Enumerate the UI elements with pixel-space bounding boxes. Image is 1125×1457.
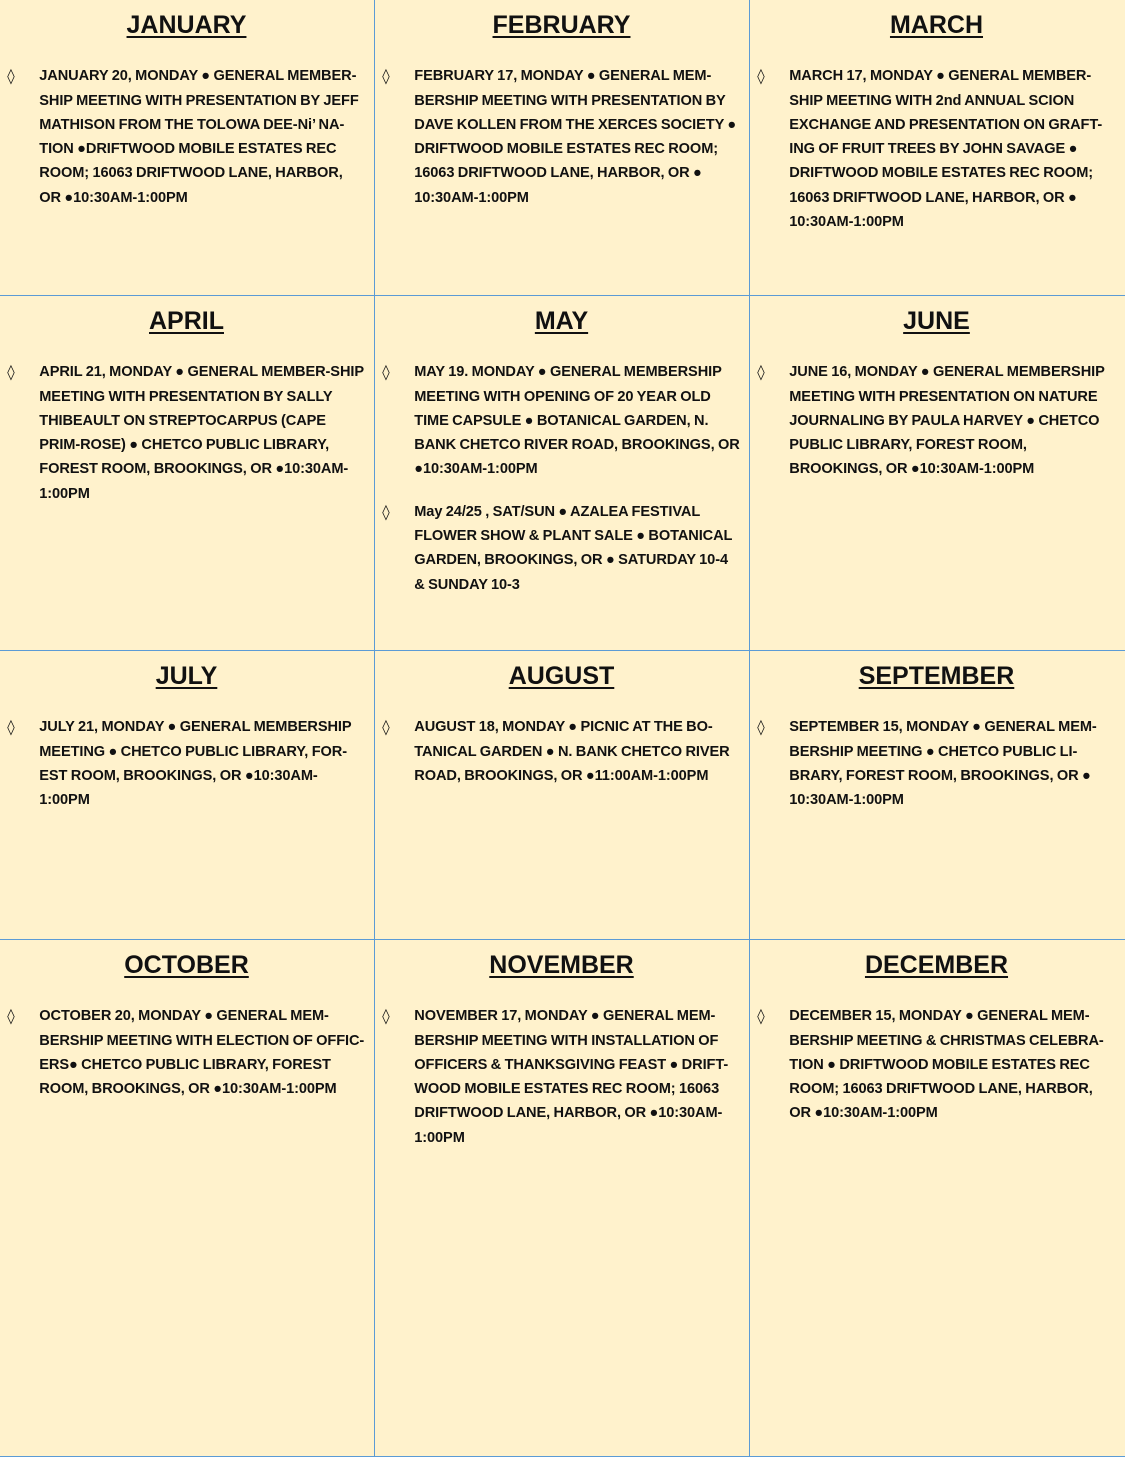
event-text: SEPTEMBER 15, MONDAY ● GENERAL MEM-BERSHIP MEETING ● CHETCO PUBLIC LI-BRARY, FOREST ROOM, BROOKINGS, OR ● 10:30AM-1:00PM — [789, 719, 1097, 809]
event-text: MAY 19. MONDAY ● GENERAL MEMBERSHIP MEETING WITH OPENING OF 20 YEAR OLD TIME CAPSULE ● BOTANICAL GARDEN, N. BANK CHETCO RIVER ROAD, BROOKINGS, OR ●10:30AM-1:00PM — [414, 364, 740, 478]
diamond-bullet-icon: ◊ — [382, 67, 390, 86]
diamond-bullet-icon: ◊ — [382, 363, 390, 382]
month-title: AUGUST — [508, 662, 615, 691]
event-item — [381, 715, 742, 788]
month-title: SEPTEMBER — [858, 662, 1015, 691]
month-cell-november — [374, 939, 751, 1457]
month-cell-september — [749, 650, 1125, 941]
month-title: DECEMBER — [864, 951, 1009, 980]
diamond-bullet-icon: ◊ — [757, 363, 765, 382]
event-item — [756, 64, 1117, 234]
diamond-bullet-icon: ◊ — [7, 1007, 15, 1026]
event-text: JUNE 16, MONDAY ● GENERAL MEMBERSHIP MEETING WITH PRESENTATION ON NATURE JOURNALING BY PAULA HARVEY ● CHETCO PUBLIC LIBRARY, FOREST ROOM, BROOKINGS, OR ●10:30AM-1:00PM — [789, 364, 1105, 478]
month-title: FEBRUARY — [492, 11, 631, 40]
event-item — [381, 360, 742, 481]
event-text: OCTOBER 20, MONDAY ● GENERAL MEM-BERSHIP MEETING WITH ELECTION OF OFFIC-ERS● CHETCO PUBLIC LIBRARY, FOREST ROOM, BROOKINGS, OR ●10:30AM-1:00PM — [39, 1008, 365, 1098]
diamond-bullet-icon: ◊ — [757, 67, 765, 86]
diamond-bullet-icon: ◊ — [757, 1007, 765, 1026]
month-title: MAY — [534, 307, 589, 336]
month-cell-may — [374, 295, 751, 652]
diamond-bullet-icon: ◊ — [382, 502, 390, 521]
diamond-bullet-icon: ◊ — [382, 718, 390, 737]
event-text: NOVEMBER 17, MONDAY ● GENERAL MEM-BERSHIP MEETING WITH INSTALLATION OF OFFICERS & THANKSGIVING FEAST ● DRIFT-WOOD MOBILE ESTATES REC ROOM; 16063 DRIFTWOOD LANE, HARBOR, OR ●10:30AM-1:00PM — [414, 1008, 729, 1146]
month-cell-february — [374, 0, 751, 297]
event-text: DECEMBER 15, MONDAY ● GENERAL MEM-BERSHIP MEETING & CHRISTMAS CELEBRA-TION ● DRIFTWOOD MOBILE ESTATES REC ROOM; 16063 DRIFTWOOD LANE, HARBOR, OR ●10:30AM-1:00PM — [789, 1008, 1104, 1122]
month-cell-january — [0, 0, 376, 297]
event-item — [6, 360, 367, 506]
diamond-bullet-icon: ◊ — [7, 718, 15, 737]
month-title: JANUARY — [126, 11, 247, 40]
event-text: JULY 21, MONDAY ● GENERAL MEMBERSHIP MEETING ● CHETCO PUBLIC LIBRARY, FOR-EST ROOM, BROOKINGS, OR ●10:30AM-1:00PM — [39, 719, 352, 809]
month-title: JUNE — [903, 307, 970, 336]
event-item — [381, 500, 742, 597]
month-cell-april — [0, 295, 376, 652]
month-cell-july — [0, 650, 376, 941]
diamond-bullet-icon: ◊ — [7, 67, 15, 86]
month-cell-december — [749, 939, 1125, 1457]
event-item — [756, 1004, 1117, 1125]
month-cell-october — [0, 939, 376, 1457]
event-text: JANUARY 20, MONDAY ● GENERAL MEMBER-SHIP MEETING WITH PRESENTATION BY JEFF MATHISON FROM THE TOLOWA DEE-Ni’ NA-TION ●DRIFTWOOD MOBILE ESTATES REC ROOM; 16063 DRIFTWOOD LANE, HARBOR, OR ●10:30AM-1:00PM — [39, 68, 359, 206]
diamond-bullet-icon: ◊ — [7, 363, 15, 382]
month-title: APRIL — [149, 307, 224, 336]
event-item — [381, 1004, 742, 1150]
event-item — [6, 1004, 367, 1101]
event-text: May 24/25 , SAT/SUN ● AZALEA FESTIVAL FLOWER SHOW & PLANT SALE ● BOTANICAL GARDEN, BROOKINGS, OR ● SATURDAY 10-4 & SUNDAY 10-3 — [414, 503, 733, 593]
event-item — [381, 64, 742, 210]
month-title: MARCH — [889, 11, 984, 40]
event-text: MARCH 17, MONDAY ● GENERAL MEMBER-SHIP MEETING WITH 2nd ANNUAL SCION EXCHANGE AND PRESENTATION ON GRAFT-ING OF FRUIT TREES BY JOHN SAVAGE ● DRIFTWOOD MOBILE ESTATES REC ROOM; 16063 DRIFTWOOD LANE, HARBOR, OR ● 10:30AM-1:00PM — [789, 68, 1103, 231]
diamond-bullet-icon: ◊ — [382, 1007, 390, 1026]
event-text: AUGUST 18, MONDAY ● PICNIC AT THE BO-TANICAL GARDEN ● N. BANK CHETCO RIVER ROAD, BROOKINGS, OR ●11:00AM-1:00PM — [414, 719, 730, 784]
month-title: OCTOBER — [124, 951, 249, 980]
diamond-bullet-icon: ◊ — [757, 718, 765, 737]
event-item — [6, 715, 367, 812]
event-item — [756, 715, 1117, 812]
month-cell-march — [749, 0, 1125, 297]
month-cell-august — [374, 650, 751, 941]
event-text: FEBRUARY 17, MONDAY ● GENERAL MEM-BERSHIP MEETING WITH PRESENTATION BY DAVE KOLLEN FROM THE XERCES SOCIETY ● DRIFTWOOD MOBILE ESTATES REC ROOM; 16063 DRIFTWOOD LANE, HARBOR, OR ● 10:30AM-1:00PM — [414, 68, 737, 206]
month-title: NOVEMBER — [489, 951, 634, 980]
month-title: JULY — [155, 662, 218, 691]
event-item — [6, 64, 367, 210]
month-cell-june — [749, 295, 1125, 652]
event-item — [756, 360, 1117, 481]
event-text: APRIL 21, MONDAY ● GENERAL MEMBER-SHIP MEETING WITH PRESENTATION BY SALLY THIBEAULT ON STREPTOCARPUS (CAPE PRIM-ROSE) ● CHETCO PUBLIC LIBRARY, FOREST ROOM, BROOKINGS, OR ●10:30AM-1:00PM — [39, 364, 364, 502]
